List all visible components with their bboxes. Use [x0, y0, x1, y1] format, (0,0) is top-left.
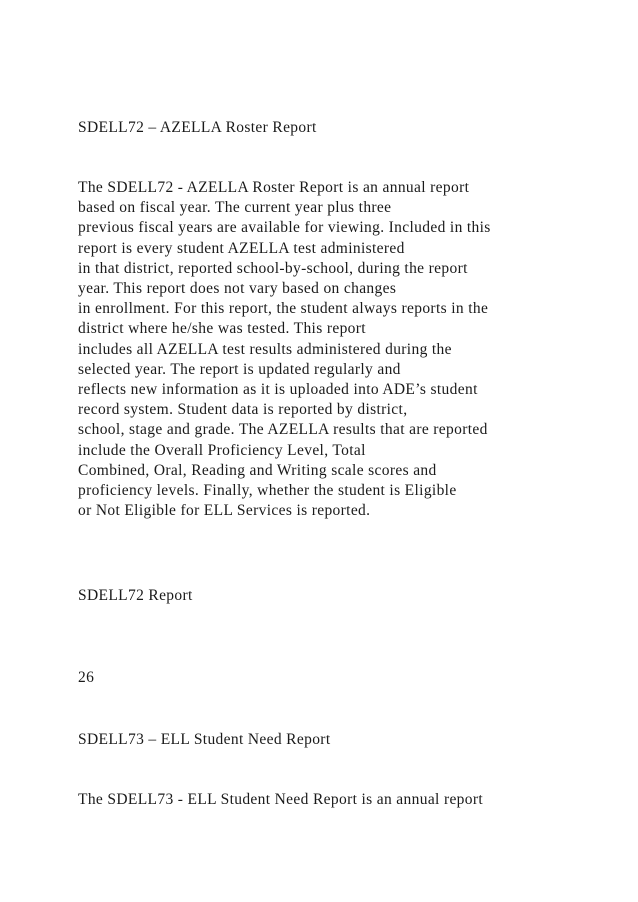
page-number: 26: [78, 669, 95, 686]
section-heading-sdell73: SDELL73 – ELL Student Need Report: [78, 731, 331, 748]
body-line: school, stage and grade. The AZELLA results that are reported: [78, 421, 488, 439]
section-body-sdell73: The SDELL73 - ELL Student Need Report is an annual report: [78, 791, 484, 808]
body-line: in enrollment. For this report, the student always reports in the: [78, 300, 489, 318]
body-line: The SDELL72 - AZELLA Roster Report is an annual report: [78, 179, 470, 196]
body-line: year. This report does not vary based on changes: [78, 280, 397, 298]
body-line: Combined, Oral, Reading and Writing scale scores and: [78, 461, 437, 479]
figure-caption: SDELL72 Report: [78, 587, 193, 604]
body-line: or Not Eligible for ELL Services is reported.: [78, 502, 371, 520]
body-line: previous fiscal years are available for viewing. Included in this: [78, 219, 491, 237]
body-line: selected year. The report is updated regularly and: [78, 360, 401, 378]
body-line: district where he/she was tested. This report: [78, 320, 366, 338]
body-line: record system. Student data is reported by district,: [78, 401, 408, 419]
body-line: based on fiscal year. The current year plus three: [78, 199, 392, 217]
body-line: proficiency levels. Finally, whether the student is Eligible: [78, 482, 457, 500]
body-line: includes all AZELLA test results administered during the: [78, 340, 452, 358]
body-line: include the Overall Proficiency Level, Total: [78, 441, 366, 459]
body-line: reflects new information as it is uploaded into ADE’s student: [78, 381, 478, 399]
body-line: report is every student AZELLA test administered: [78, 239, 405, 257]
section-body-sdell72: [78, 178, 491, 521]
section-heading-sdell72: SDELL72 – AZELLA Roster Report: [78, 119, 317, 136]
body-line: in that district, reported school-by-school, during the report: [78, 259, 468, 277]
